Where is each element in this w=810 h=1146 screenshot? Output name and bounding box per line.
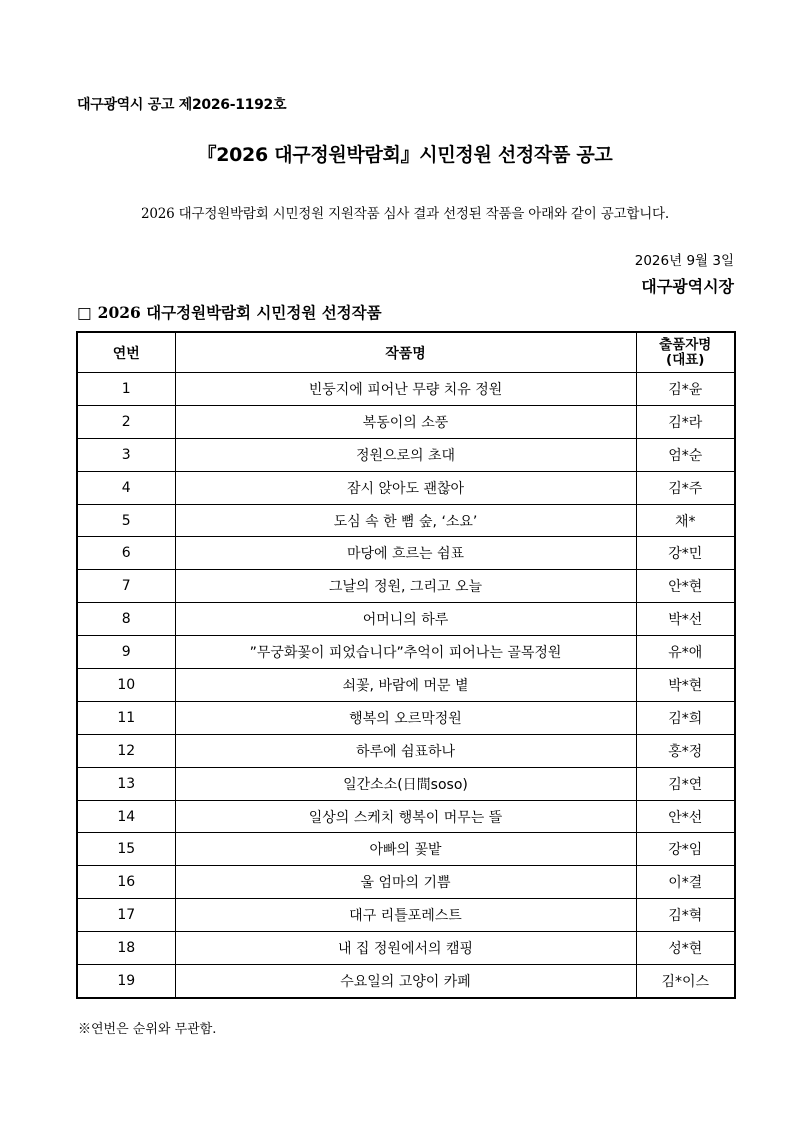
header-applicant [636,332,735,373]
row-work-title: 정원으로의 초대 [175,438,636,471]
row-number: 15 [77,833,175,866]
row-work-title: 일간소소(日間soso) [175,767,636,800]
row-work-title: 쇠꽃, 바람에 머문 볕 [175,669,636,702]
row-applicant: 이*결 [636,866,735,899]
intro-text: 2026 대구정원박람회 시민정원 지원작품 심사 결과 선정된 작품을 아래와 같이 공고합니다. [141,206,669,222]
table-row [77,405,735,438]
table-row [77,800,735,833]
row-number: 3 [77,438,175,471]
row-applicant: 채* [636,504,735,537]
row-applicant: 유*애 [636,636,735,669]
row-number: 9 [77,636,175,669]
table-row [77,373,735,406]
row-work-title: 잠시 앉아도 괜찮아 [175,471,636,504]
row-applicant: 김*혁 [636,899,735,932]
row-applicant: 강*민 [636,537,735,570]
table-row [77,767,735,800]
row-number: 11 [77,701,175,734]
row-work-title: 내 집 정원에서의 캠핑 [175,932,636,965]
table-header-row [77,332,735,373]
row-work-title: 대구 리틀포레스트 [175,899,636,932]
header-number: 연번 [77,332,175,373]
table-row [77,866,735,899]
row-number: 2 [77,405,175,438]
row-work-title: ”무궁화꽃이 피었습니다”추억이 피어나는 골목정원 [175,636,636,669]
row-applicant: 김*희 [636,701,735,734]
row-applicant: 홍*정 [636,734,735,767]
row-applicant: 김*연 [636,767,735,800]
table-row [77,965,735,998]
row-number: 1 [77,373,175,406]
row-work-title: 울 엄마의 기쁨 [175,866,636,899]
row-number: 10 [77,669,175,702]
row-number: 5 [77,504,175,537]
row-applicant: 김*주 [636,471,735,504]
header-applicant-name: 출품자명 [659,336,712,353]
notice-date: 2026년 9월 3일 [634,253,734,269]
row-number: 16 [77,866,175,899]
footnote: ※연번은 순위와 무관함. [78,1022,217,1037]
table-row [77,504,735,537]
row-applicant: 김*이스 [636,965,735,998]
row-work-title: 마당에 흐르는 쉼표 [175,537,636,570]
section-heading [77,301,382,323]
notice-number: 대구광역시 공고 제2026-1192호 [77,97,287,113]
row-work-title: 복동이의 소풍 [175,405,636,438]
table-row [77,833,735,866]
table-row [77,603,735,636]
row-number: 6 [77,537,175,570]
row-number: 19 [77,965,175,998]
row-work-title: 아빠의 꽃밭 [175,833,636,866]
row-work-title: 하루에 쉼표하나 [175,734,636,767]
row-applicant: 강*임 [636,833,735,866]
row-applicant: 성*현 [636,932,735,965]
row-applicant: 김*윤 [636,373,735,406]
table-row [77,701,735,734]
table-row [77,734,735,767]
table-row [77,669,735,702]
row-number: 7 [77,570,175,603]
table-row [77,471,735,504]
table-row [77,438,735,471]
row-number: 4 [77,471,175,504]
selection-table [76,331,736,999]
checkbox-square-icon: □ [77,304,92,322]
row-applicant: 안*선 [636,800,735,833]
row-work-title: 도심 속 한 뼘 숲, ‘소요’ [175,504,636,537]
row-work-title: 그날의 정원, 그리고 오늘 [175,570,636,603]
table-row [77,570,735,603]
row-number: 17 [77,899,175,932]
table-row [77,932,735,965]
row-applicant: 엄*순 [636,438,735,471]
table-row [77,899,735,932]
row-applicant: 김*라 [636,405,735,438]
row-number: 8 [77,603,175,636]
section-title: 2026 대구정원박람회 시민정원 선정작품 [97,303,382,322]
page-title: 『2026 대구정원박람회』시민정원 선정작품 공고 [197,144,613,166]
row-work-title: 어머니의 하루 [175,603,636,636]
row-number: 12 [77,734,175,767]
table-row [77,537,735,570]
row-number: 18 [77,932,175,965]
row-applicant: 안*현 [636,570,735,603]
row-work-title: 일상의 스케치 행복이 머무는 뜰 [175,800,636,833]
row-number: 14 [77,800,175,833]
row-work-title: 행복의 오르막정원 [175,701,636,734]
row-work-title: 빈둥지에 피어난 무량 치유 정원 [175,373,636,406]
header-applicant-rep: (대표) [666,351,705,368]
row-applicant: 박*선 [636,603,735,636]
header-work-title: 작품명 [175,332,636,373]
row-number: 13 [77,767,175,800]
row-work-title: 수요일의 고양이 카페 [175,965,636,998]
table-row [77,636,735,669]
signer: 대구광역시장 [641,277,734,296]
row-applicant: 박*현 [636,669,735,702]
